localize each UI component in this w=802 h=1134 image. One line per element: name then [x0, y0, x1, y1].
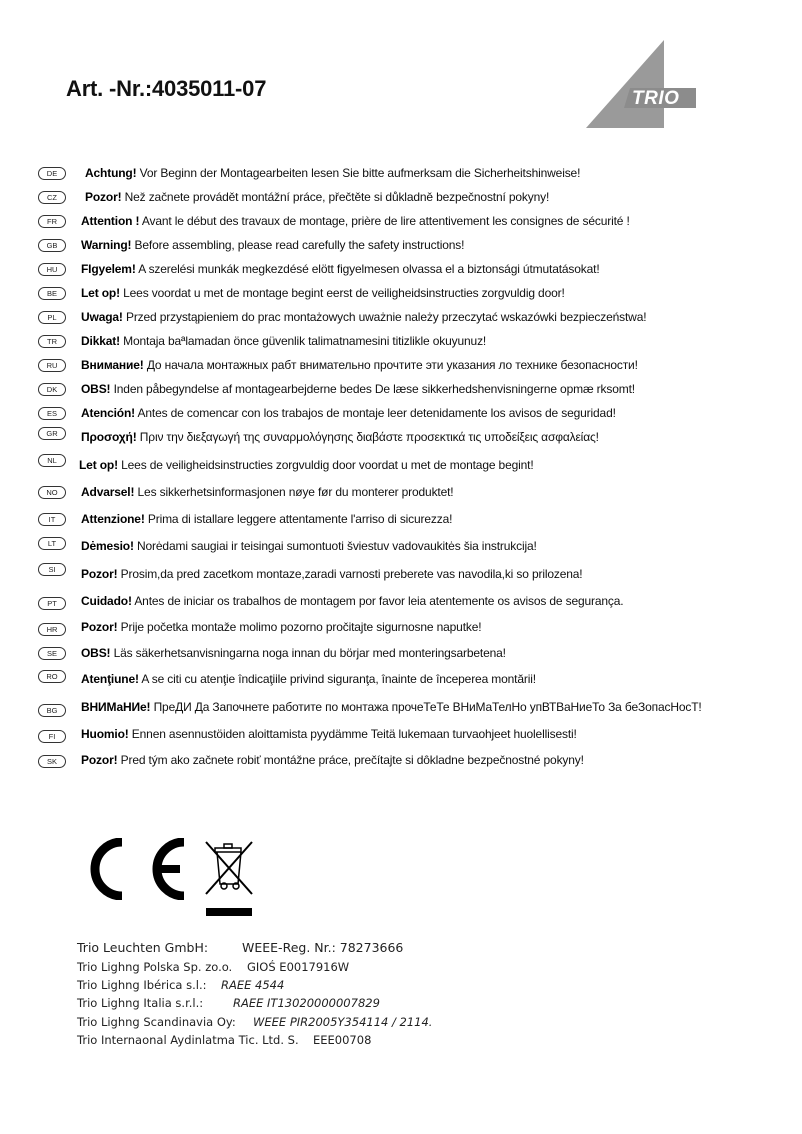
registration-number: RAEE 4544	[221, 978, 285, 992]
warning-label: Achtung!	[85, 166, 137, 180]
warning-row-hu	[38, 259, 600, 279]
warning-text: Atención! Antes de comencar con los trabajos de montaje leer detenidamente los avisos de seguridad!	[81, 406, 616, 420]
warning-row-si	[38, 564, 582, 584]
language-badge: GR	[38, 427, 66, 440]
warning-text: Let op! Lees voordat u met de montage begint eerst de veiligheidsinstructies zorgvuldig door!	[81, 286, 565, 300]
warning-text: OBS! Inden påbegyndelse af montagearbejderne bedes De læse sikkerhedshenvisningerne opmæ rksomt!	[81, 382, 635, 396]
warning-text: OBS! Läs säkerhetsanvisningarna noga innan du börjar med monteringsarbetena!	[81, 646, 506, 660]
warning-text: Huomio! Ennen asennustöiden aloittamista pyydämme Teitä lukemaan turvaohjeet huolellisesti!	[81, 727, 577, 741]
language-badge: FR	[38, 215, 66, 228]
language-badge: SI	[38, 563, 66, 576]
warning-row-pl	[38, 307, 646, 327]
warning-row-nl	[38, 455, 534, 475]
warning-text: Let op! Lees de veiligheidsinstructies zorgvuldig door voordat u met de montage begint!	[79, 458, 534, 472]
warning-label: Let op!	[81, 286, 120, 300]
language-badge: BE	[38, 287, 66, 300]
warning-label: Dėmesio!	[81, 539, 134, 553]
company-name: Trio Lighng Polska Sp. zo.o.	[77, 960, 233, 974]
warning-label: Dikkat!	[81, 334, 120, 348]
warning-label: FIgyelem!	[81, 262, 136, 276]
warning-row-se	[38, 643, 506, 663]
warning-text: Pozor! Prije početka montaže molimo pozorno pročitajte sigurnosne naputke!	[81, 620, 482, 634]
language-badge: NL	[38, 454, 66, 467]
warning-label: Warning!	[81, 238, 132, 252]
warning-row-hr	[38, 617, 481, 637]
ce-mark-icon	[76, 838, 188, 900]
language-badge: PT	[38, 597, 66, 610]
warning-label: Внимание!	[81, 358, 144, 372]
language-badge: HR	[38, 623, 66, 636]
warning-text: Attention ! Avant le début des travaux de montage, prière de lire attentivement les consignes de sécurité !	[81, 214, 630, 228]
company-name: Trio Internaonal Aydinlatma Tic. Ltd. S.	[77, 1033, 299, 1047]
company-name: Trio Lighng Scandinavia Oy:	[77, 1015, 236, 1029]
warning-text: Внимание! До начала монтажных рабт внимательно прочтите эти указания ло технике безопасности!	[81, 358, 638, 372]
registration-number: EEE00708	[313, 1033, 372, 1047]
trio-logo-icon	[584, 38, 696, 130]
warning-label: Atención!	[81, 406, 135, 420]
warning-text: Dikkat! Montaja baªlamadan önce güvenlik talimatnamesini titizlikle okuyunuz!	[81, 334, 487, 348]
warning-label: Huomio!	[81, 727, 129, 741]
registration-number: RAEE IT13020000007829	[233, 996, 380, 1010]
warning-row-de	[38, 163, 580, 183]
warning-text: Προσοχή! Πριν την διεξαγωγή της συναρμολόγησης διαβάστε προσεκτικά τις υποδείξεις ασφαλείας!	[81, 430, 599, 444]
brand-name: TRIO	[632, 88, 680, 109]
warning-text: Pozor! Než začnete provádět montážní práce, přečtěte si důkladně bezpečnostní pokyny!	[85, 190, 550, 204]
language-badge: LT	[38, 537, 66, 550]
company-name: Trio Lighng Italia s.r.l.:	[77, 996, 204, 1010]
warning-row-gb	[38, 235, 464, 255]
warning-label: Attenzione!	[81, 512, 145, 526]
warning-row-ro	[38, 669, 536, 689]
language-badge: BG	[38, 704, 66, 717]
language-badge: RU	[38, 359, 66, 372]
language-badge: SE	[38, 647, 66, 660]
registration-number: WEEE PIR2005Y354114 / 2114.	[253, 1015, 433, 1029]
warning-text: Attenzione! Prima di istallare leggere attentamente l'arriso di sicurezza!	[81, 512, 453, 526]
warning-row-ru	[38, 355, 638, 375]
language-badge: CZ	[38, 191, 66, 204]
registration-number: GIOŚ E0017916W	[247, 960, 350, 974]
warning-row-be	[38, 283, 565, 303]
warning-text: Cuidado! Antes de iniciar os trabalhos de montagem por favor leia atentemente os avisos de segurança.	[81, 594, 624, 608]
warning-row-bg	[38, 697, 702, 717]
warning-text: Uwaga! Przed przystąpieniem do prac montażowych uważnie należy przeczytać wskazówki bezpieczeństwa!	[81, 310, 647, 324]
language-badge: HU	[38, 263, 66, 276]
warning-label: Uwaga!	[81, 310, 123, 324]
warning-label: Προσοχή!	[81, 430, 137, 444]
crossed-out-bin-icon	[200, 836, 258, 922]
warning-row-pt	[38, 591, 623, 611]
warning-label: Atenţiune!	[81, 672, 139, 686]
warning-row-fi	[38, 724, 577, 744]
warning-text: Achtung! Vor Beginn der Montagearbeiten lesen Sie bitte aufmerksam die Sicherheitshinweise!	[85, 166, 581, 180]
language-badge: PL	[38, 311, 66, 324]
warning-row-gr	[38, 427, 599, 447]
warning-text: FIgyelem! A szerelési munkák megkezdésé elött figyelmesen olvassa el a biztonsági útmutatásokat!	[81, 262, 600, 276]
language-badge: GB	[38, 239, 66, 252]
warning-label: Let op!	[79, 458, 118, 472]
language-badge: DK	[38, 383, 66, 396]
company-name: Trio Leuchten GmbH:	[77, 940, 209, 955]
language-badge: TR	[38, 335, 66, 348]
warning-text: Dėmesio! Norėdami saugiai ir teisingai sumontuoti šviestuv vadovaukitės šia instrukcija!	[81, 539, 537, 553]
warning-row-tr	[38, 331, 486, 351]
warning-label: Attention !	[81, 214, 140, 228]
warning-label: ВНИМаНИе!	[81, 700, 151, 714]
warning-text: Warning! Before assembling, please read carefully the safety instructions!	[81, 238, 465, 252]
warning-row-cz	[38, 187, 549, 207]
language-badge: NO	[38, 486, 66, 499]
article-number: Art. -Nr.:4035011-07	[66, 76, 267, 101]
warning-label: OBS!	[81, 382, 111, 396]
language-badge: DE	[38, 167, 66, 180]
warning-label: Cuidado!	[81, 594, 132, 608]
warning-row-no	[38, 482, 454, 502]
warning-row-it	[38, 509, 452, 529]
warning-row-dk	[38, 379, 635, 399]
warning-row-lt	[38, 536, 537, 556]
warning-text: ВНИМаНИе! ПреДИ Да Започнете работите по монтажа прочеТеТе ВНиМаТелНо упВТВаНиеТо За беЗопасНосТ!	[81, 700, 702, 714]
warning-text: Pozor! Prosim,da pred zacetkom montaze,zaradi varnosti preberete vas navodila,ki so prilozena!	[81, 567, 583, 581]
warning-label: Pozor!	[81, 620, 118, 634]
warning-label: Pozor!	[81, 567, 118, 581]
language-badge: IT	[38, 513, 66, 526]
company-name: Trio Lighng Ibérica s.l.:	[77, 978, 207, 992]
warning-label: Pozor!	[85, 190, 122, 204]
warning-label: Advarsel!	[81, 485, 135, 499]
warning-label: Pozor!	[81, 753, 118, 767]
language-badge: FI	[38, 730, 66, 743]
warning-row-fr	[38, 211, 630, 231]
language-badge: RO	[38, 670, 66, 683]
warning-text: Advarsel! Les sikkerhetsinformasjonen nøye før du monterer produktet!	[81, 485, 454, 499]
language-badge: SK	[38, 755, 66, 768]
warning-text: Pozor! Pred tým ako začnete robiť montážne práce, prečítajte si dôkladne bezpečnostné pokyny!	[81, 753, 584, 767]
warning-row-es	[38, 403, 616, 423]
language-badge: ES	[38, 407, 66, 420]
warning-row-sk	[38, 750, 584, 770]
warning-label: OBS!	[81, 646, 111, 660]
warning-text: Atenţiune! A se citi cu atenţie îndicaţiile privind siguranţa, înainte de începerea montării!	[81, 672, 536, 686]
registration-number: WEEE-Reg. Nr.: 78273666	[242, 940, 404, 955]
